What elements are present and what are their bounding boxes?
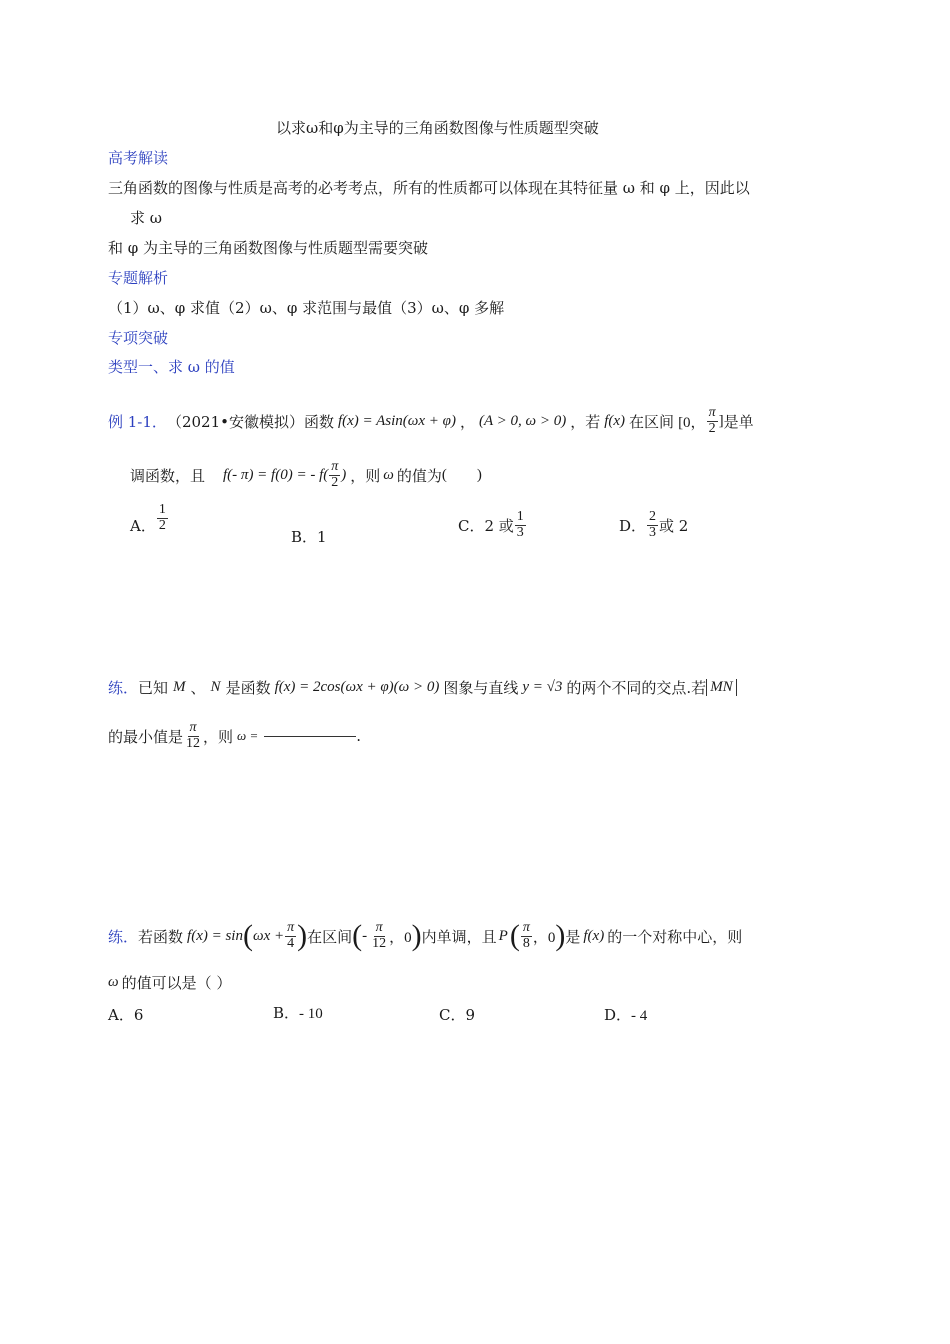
option-c: C．9 [439, 1006, 476, 1024]
fraction-one-third: $\frac{1}{3}$ [516, 508, 524, 540]
fraction-one-half: $\frac{1}{2}$ [158, 501, 166, 533]
text-interval: 在区间 [629, 412, 675, 431]
exercise-label: 练． [108, 927, 139, 946]
text-monotone: 是单 [723, 412, 754, 431]
fraction-pi-over-2-b: $\frac{\pi}{2}$ [331, 458, 339, 490]
distance-mn: MN [706, 679, 737, 696]
text-and: 调函数，且 [130, 466, 206, 485]
equation-left: f(- π) = f(0) = - f( [223, 466, 329, 483]
page-title: 以求ω和φ为主导的三角函数图像与性质题型突破 [276, 119, 599, 137]
fraction-pi-over-8: $\frac{\pi}{8}$ [522, 919, 530, 951]
fx-symbol: f(x) [583, 927, 605, 944]
exercise-label: 练． [108, 678, 139, 697]
answer-bracket: ( ) [441, 466, 482, 483]
exercise-2-line1: 练． 已知 M 、 N 是函数 f(x) = 2cos(ωx + φ)(ω > 0) 图象与直线 y = √3 的两个不同的交点.若 MN [108, 672, 737, 702]
paragraph-analysis: （1）ω、φ 求值（2）ω、φ 求范围与最值（3）ω、φ 多解 [108, 299, 505, 317]
text-if: ，若 [570, 412, 601, 431]
fx-symbol: f(x) [604, 412, 626, 429]
option-c: C．2 或 $\frac{1}{3}$ [458, 508, 524, 540]
section-heading-breakthrough: 专项突破 [108, 329, 169, 347]
text-value-is: 的值为 [396, 466, 442, 485]
equation-right: ) [341, 466, 347, 483]
line-equation: y = √3 [522, 678, 563, 695]
example-1-1-line2 [130, 452, 482, 498]
paragraph-intro-line2: 和 φ 为主导的三角函数图像与性质题型需要突破 [108, 239, 429, 257]
fraction-pi-over-4: $\frac{\pi}{4}$ [287, 919, 295, 951]
omega-equals: ω = [237, 728, 259, 743]
fraction-neg-pi-over-12: $\frac{\pi}{12}$ [372, 919, 387, 951]
example-1-1-line1 [108, 398, 754, 444]
example-source: （2021•安徽模拟）函数 [166, 412, 334, 431]
function-expression: f(x) = Asin(ωx + φ) [337, 412, 456, 429]
paragraph-intro-line1: 三角函数的图像与性质是高考的必考考点，所有的性质都可以体现在其特征量 ω 和 φ 上，因此以 [108, 179, 750, 197]
section-heading-gaokao: 高考解读 [108, 149, 169, 167]
interval-open: [0， [678, 414, 706, 431]
option-d: D． $\frac{2}{3}$ 或 2 [619, 508, 689, 540]
exercise-2-line2: 的最小值是 $\frac{\pi}{12}$ ，则 ω = . [108, 719, 362, 751]
section-heading-analysis: 专题解析 [108, 269, 169, 287]
answer-blank[interactable] [264, 736, 356, 737]
omega-symbol: ω [108, 974, 119, 990]
omega-symbol: ω [383, 466, 394, 483]
function-cos: f(x) = 2cos(ωx + φ)(ω > 0) [274, 678, 440, 695]
paragraph-intro-line1-cont: 求 ω [130, 209, 162, 227]
point-n: N [210, 678, 221, 695]
example-label: 例 1-1． [108, 412, 167, 431]
option-d: D．- 4 [604, 1006, 648, 1024]
fraction-pi-over-2: $\frac{\pi}{2}$ [708, 404, 716, 436]
parameter-condition: (A > 0, ω > 0) [478, 412, 567, 429]
point-m: M [173, 678, 186, 695]
option-b: B．1 [291, 528, 327, 546]
point-p: P [498, 927, 508, 944]
option-a: A．6 [108, 1006, 144, 1024]
function-sin: f(x) = sin [187, 927, 243, 944]
fraction-two-thirds: $\frac{2}{3}$ [649, 508, 657, 540]
option-a: A． $\frac{1}{2}$ [130, 501, 166, 535]
text-then: ，则 [350, 466, 381, 485]
interval-close: ] [718, 412, 724, 429]
fraction-pi-over-12: $\frac{\pi}{12}$ [186, 719, 201, 751]
option-b: B．- 10 [273, 1004, 323, 1022]
exercise-3-line2: ω 的值可以是（ ） [108, 974, 232, 992]
subsection-type-one: 类型一、求 ω 的值 [108, 358, 235, 376]
exercise-3-line1: 练． 若函数 f(x) = sin ( ωx + $\frac{\pi}{4}$ ) 在区间 ( - $\frac{\pi}{12}$ ，0 ) 内单调，且 P ( $\frac{\pi}{8}$ ，0 ) 是 f(x) 的一个对称中心，则 [108, 919, 743, 952]
separator: ， [459, 412, 475, 431]
